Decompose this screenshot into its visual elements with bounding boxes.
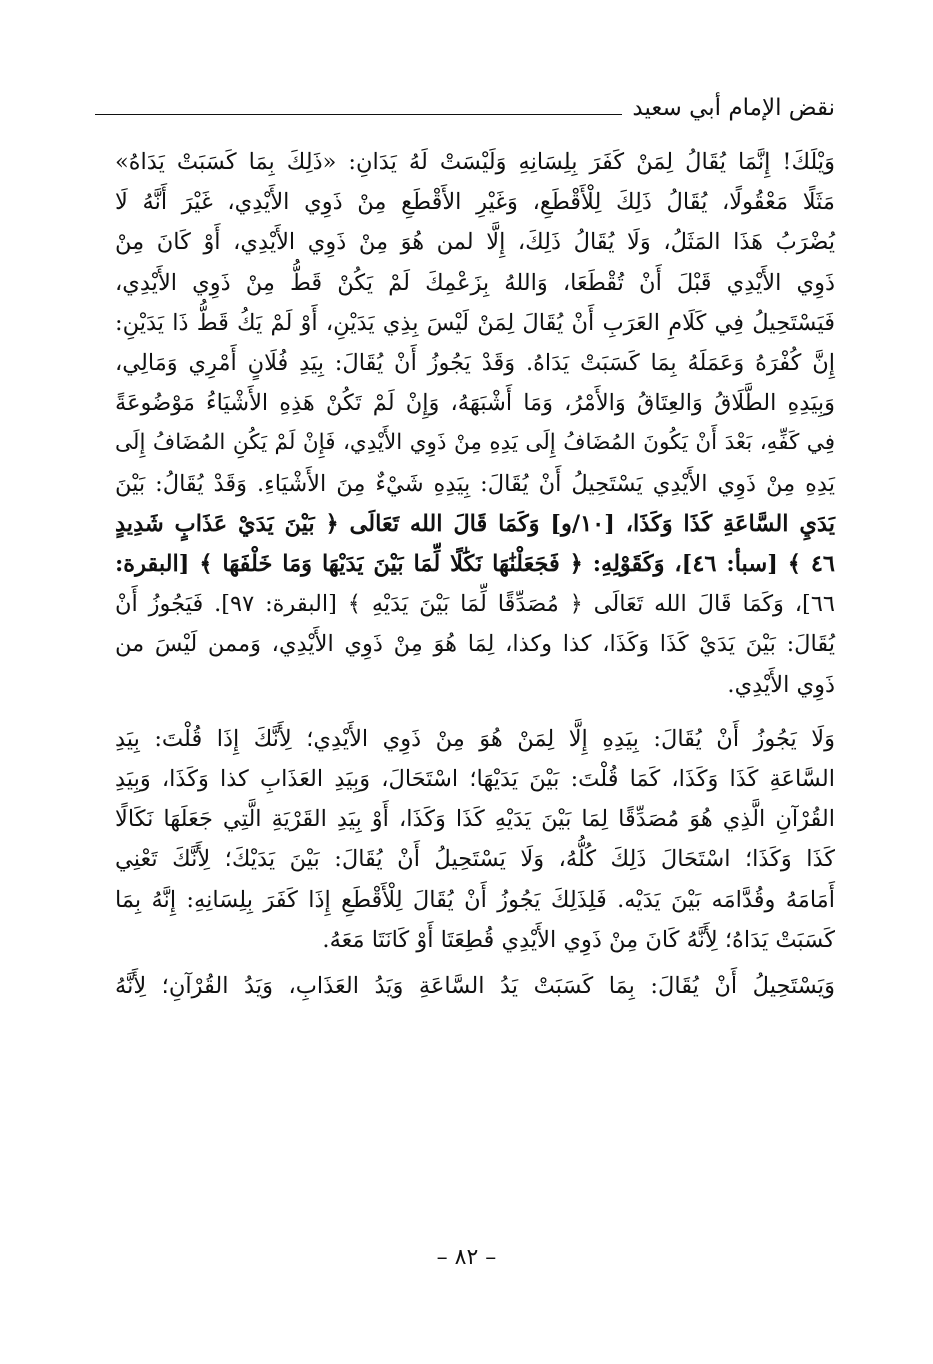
running-header — [95, 86, 835, 120]
text-line-quran-citation: ٤٦ ﴾ [سبأ: ٤٦]، وَكَقَوْلِهِ: ﴿ فَجَعَلْنَٰهَا نَكَٰلًا لِّمَا بَيْنَ يَدَيْهَا وَمَا خَلْفَهَا ﴾ [البقرة: — [115, 551, 836, 578]
text-line: القُرْآنِ الَّذِي هُوَ مُصَدِّقًا لِمَا بَيْنَ يَدَيْهِ كَذَا وَكَذَا، أَوْ بِيَدِ القَرْيَةِ الَّتِي جَعَلَهَا نَكَالًا — [115, 806, 835, 833]
text-line: مَثَلًا مَعْقُولًا، يُقَالُ ذَلِكَ لِلْأَقْطَعِ، وَغَيْرِ الأَقْطَعِ مِنْ ذَوِي الأَيْدِي، غَيْرَ أَنَّهُ لَا — [115, 189, 835, 216]
paragraph-3 — [115, 966, 835, 1006]
text-line: كَسَبَتْ يَدَاهُ؛ لِأَنَّهُ كَانَ مِنْ ذَوِي الأَيْدِي قُطِعَتَا أَوْ كَانَتَا مَعَهُ. — [322, 926, 835, 953]
header-rule — [95, 114, 622, 115]
text-line: يُقَالَ: بَيْنَ يَدَيْ كَذَا وَكَذَا، كذا وكذا، لِمَا هُوَ مِنْ ذَوِي الأَيْدِي، وَممن لَيْسَ من — [115, 631, 835, 658]
text-line: فِي كَفِّهِ، بَعْدَ أَنْ يَكُونَ المُضَافُ إِلَى يَدِهِ مِنْ ذَوِي الأَيْدِي، فَإِنْ لَمْ يَكُنِ المُضَافُ إِلَى — [115, 430, 835, 456]
text-line-quran-citation: يَدَيِ السَّاعَةِ كَذَا وَكَذَا، [١٠/و] وَكَمَا قَالَ الله تَعَالَى ﴿ بَيْنَ يَدَيْ عَذَابٍ شَدِيدٍ — [115, 510, 835, 537]
text-line: يُضْرَبُ هَذَا المَثَلُ، وَلَا يُقَالُ ذَلِكَ، إِلَّا لمن هُوَ مِنْ ذَوِي الأَيْدِي، أَوْ كَانَ مِنْ — [115, 229, 835, 256]
text-line: كَذَا وَكَذَا؛ اسْتَحَالَ ذَلِكَ كُلُّهُ، وَلَا يَسْتَحِيلُ أَنْ يُقَالَ: بَيْنَ يَدَيْكَ؛ لِأَنَّكَ تَعْنِي — [115, 846, 835, 873]
text-line: وَبِيَدِهِ الطَّلَاقُ وَالعِتَاقُ وَالأَمْرُ، وَمَا أَشْبَهَهُ، وَإِنْ لَمْ تَكُنْ هَذِهِ الأَشْيَاءُ مَوْضُوعَةً — [115, 390, 836, 417]
body-text — [115, 142, 835, 1006]
text-line: وَيْلَكَ! إِنَّمَا يُقَالُ لِمَنْ كَفَرَ بِلِسَانِهِ وَلَيْسَتْ لَهُ يَدَانِ: «ذَلِكَ بِمَا كَسَبَتْ يَدَاهُ» — [115, 149, 835, 175]
text-line: السَّاعَةِ كَذَا وَكَذَا، كَمَا قُلْتَ: بَيْنَ يَدَيْهَا؛ اسْتَحَالَ، وَبِيَدِ العَذَابِ كذا وَكَذَا، وَبِيَدِ — [115, 766, 835, 793]
text-line: ذَوِي الأَيْدِي. — [727, 671, 835, 698]
page-number: – ٨٢ – — [436, 1245, 497, 1270]
paragraph-2 — [115, 719, 835, 960]
text-line: ٦٦]، وَكَمَا قَالَ الله تَعَالَى ﴿ مُصَدِّقًا لِّمَا بَيْنَ يَدَيْهِ ﴾ [البقرة: ٩٧]. فَيَجُوزُ أَنْ — [115, 591, 835, 618]
text-line: إِنَّ كُفْرَهُ وَعَمَلَهُ بِمَا كَسَبَتْ يَدَاهُ. وَقَدْ يَجُوزُ أَنْ يُقَالَ: بِيَدِ فُلَانٍ أَمْرِي وَمَالِي، — [115, 350, 835, 377]
running-title: نقض الإمام أبي سعيد — [632, 95, 835, 121]
paragraph-1 — [115, 142, 835, 705]
text-line: ذَوِي الأَيْدِي قَبْلَ أَنْ تُقْطَعَا، وَاللهُ بِزَعْمِكَ لَمْ يَكُنْ قَطُّ مِنْ ذَوِي الأَيْدِي، — [115, 269, 835, 296]
text-line: وَيَسْتَحِيلُ أَنْ يُقَالَ: بِمَا كَسَبَتْ يَدُ السَّاعَةِ وَيَدُ العَذَابِ، وَيَدُ القُرْآنِ؛ لِأَنَّهُ — [115, 973, 835, 1000]
text-line: يَدِهِ مِنْ ذَوِي الأَيْدِي يَسْتَحِيلُ أَنْ يُقَالَ: بِيَدِهِ شَيْءٌ مِنَ الأَشْيَاءِ. وَقَدْ يُقَالُ: بَيْنَ — [115, 470, 835, 497]
text-line: فَيَسْتَحِيلُ فِي كَلَامِ العَرَبِ أَنْ يُقَالَ لِمَنْ لَيْسَ بِذِي يَدَيْنِ، أَوْ لَمْ يَكُ قَطُّ ذَا يَدَيْنِ: — [115, 309, 835, 336]
text-line: وَلَا يَجُوزُ أَنْ يُقَالَ: بِيَدِهِ إِلَّا لِمَنْ هُوَ مِنْ ذَوِي الأَيْدِي؛ لِأَنَّكَ إِذَا قُلْتَ: بِيَدِ — [115, 725, 835, 752]
text-line: أَمَامَهُ وقُدَّامَه بَيْنَ يَدَيْه. فَلِذَلِكَ يَجُوزُ أَنْ يُقَالَ لِلْأَقْطَعِ إِذَا كَفَرَ بِلِسَانِهِ: إِنَّهُ بِمَا — [115, 886, 835, 913]
